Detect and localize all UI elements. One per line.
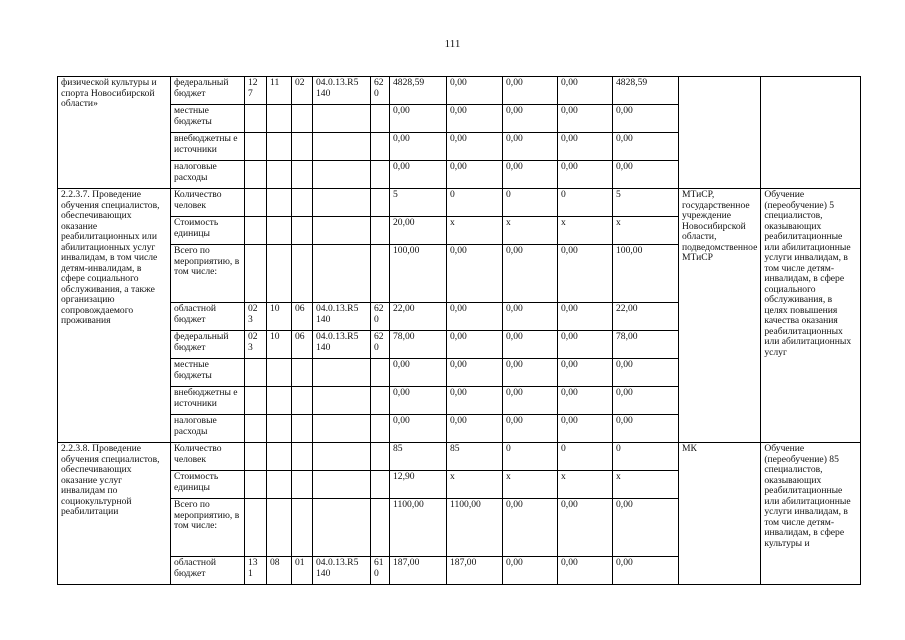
value-cell: x [503, 471, 558, 499]
code-csr-cell: 04.0.13.R5 140 [313, 303, 371, 331]
page-number: 111 [444, 38, 461, 50]
code-grbs-cell: 02 3 [245, 303, 267, 331]
funding-source-cell: Количество человек [171, 189, 245, 217]
code-csr-cell [313, 499, 371, 557]
value-cell: 0,00 [390, 161, 447, 189]
code-vr-cell: 61 0 [371, 557, 390, 585]
funding-source-cell: внебюджетны е источники [171, 387, 245, 415]
code-grbs-cell [245, 443, 267, 471]
value-cell: 100,00 [390, 245, 447, 303]
code-vr-cell [371, 359, 390, 387]
event-title-cell: физической культуры и спорта Новосибирской области» [58, 77, 171, 189]
value-cell: 0,00 [390, 415, 447, 443]
value-cell: 0,00 [503, 499, 558, 557]
code-vr-cell [371, 245, 390, 303]
code-rz-cell [267, 443, 292, 471]
code-rz-cell [267, 161, 292, 189]
value-cell: 0,00 [447, 245, 503, 303]
value-cell: 4828,59 [613, 77, 679, 105]
code-pr-cell: 06 [292, 331, 313, 359]
value-cell: 1100,00 [390, 499, 447, 557]
value-cell: 5 [390, 189, 447, 217]
value-cell: 0,00 [558, 499, 613, 557]
value-cell: 22,00 [390, 303, 447, 331]
value-cell: x [503, 217, 558, 245]
value-cell: 0,00 [558, 331, 613, 359]
code-grbs-cell [245, 217, 267, 245]
code-rz-cell [267, 499, 292, 557]
funding-source-cell: областной бюджет [171, 557, 245, 585]
code-pr-cell: 06 [292, 303, 313, 331]
value-cell: 0,00 [447, 387, 503, 415]
code-csr-cell [313, 217, 371, 245]
code-grbs-cell: 13 1 [245, 557, 267, 585]
funding-source-cell: федеральный бюджет [171, 77, 245, 105]
value-cell: 85 [447, 443, 503, 471]
executor-cell: МТиСР, государственное учреждение Новосибирской области, подведомственное МТиСР [679, 189, 761, 443]
value-cell: 0,00 [503, 133, 558, 161]
value-cell: 0,00 [503, 331, 558, 359]
value-cell: 0,00 [558, 161, 613, 189]
value-cell: 0,00 [613, 415, 679, 443]
code-rz-cell: 11 [267, 77, 292, 105]
value-cell: 0,00 [447, 415, 503, 443]
funding-source-cell: местные бюджеты [171, 105, 245, 133]
table-row [58, 77, 861, 105]
code-rz-cell [267, 105, 292, 133]
value-cell: 0,00 [613, 557, 679, 585]
value-cell: 0,00 [390, 133, 447, 161]
code-vr-cell [371, 443, 390, 471]
code-csr-cell: 04.0.13.R5 140 [313, 331, 371, 359]
result-cell: Обучение (переобучение) 5 специалистов, оказывающих реабилитационные или абилитационные услуги инвалидам, в том числе детям-инвалидам, в сфере социального обслуживания, в целях повышения качества оказания реабилитационных или абилитационных услуг [761, 189, 861, 443]
code-pr-cell: 02 [292, 77, 313, 105]
code-pr-cell [292, 415, 313, 443]
value-cell: 0,00 [613, 499, 679, 557]
value-cell: 0,00 [558, 303, 613, 331]
value-cell: 0,00 [447, 133, 503, 161]
code-vr-cell [371, 415, 390, 443]
value-cell: 0,00 [503, 387, 558, 415]
value-cell: 0,00 [503, 557, 558, 585]
result-cell [761, 77, 861, 189]
value-cell: x [558, 471, 613, 499]
funding-source-cell: налоговые расходы [171, 161, 245, 189]
code-csr-cell [313, 359, 371, 387]
code-vr-cell: 62 0 [371, 77, 390, 105]
value-cell: 20,00 [390, 217, 447, 245]
code-csr-cell [313, 245, 371, 303]
code-csr-cell [313, 443, 371, 471]
code-vr-cell [371, 189, 390, 217]
value-cell: 0,00 [613, 387, 679, 415]
code-vr-cell: 62 0 [371, 331, 390, 359]
value-cell: 78,00 [390, 331, 447, 359]
budget-table [57, 76, 861, 585]
funding-source-cell: Стоимость единицы [171, 217, 245, 245]
value-cell: x [447, 471, 503, 499]
value-cell: 85 [390, 443, 447, 471]
code-rz-cell [267, 415, 292, 443]
table-body [58, 77, 861, 585]
value-cell: 0,00 [503, 161, 558, 189]
funding-source-cell: Всего по мероприятию, в том числе: [171, 499, 245, 557]
code-grbs-cell [245, 161, 267, 189]
code-pr-cell [292, 217, 313, 245]
value-cell: 5 [613, 189, 679, 217]
code-grbs-cell [245, 105, 267, 133]
code-csr-cell [313, 133, 371, 161]
code-csr-cell: 04.0.13.R5 140 [313, 557, 371, 585]
code-csr-cell [313, 105, 371, 133]
code-grbs-cell [245, 387, 267, 415]
code-vr-cell: 62 0 [371, 303, 390, 331]
funding-source-cell: Стоимость единицы [171, 471, 245, 499]
code-csr-cell [313, 387, 371, 415]
code-grbs-cell [245, 359, 267, 387]
code-vr-cell [371, 217, 390, 245]
funding-source-cell: внебюджетны е источники [171, 133, 245, 161]
code-vr-cell [371, 133, 390, 161]
code-rz-cell [267, 217, 292, 245]
code-vr-cell [371, 161, 390, 189]
value-cell: 0 [558, 189, 613, 217]
code-rz-cell [267, 359, 292, 387]
value-cell: 0 [503, 443, 558, 471]
value-cell: 0,00 [447, 105, 503, 133]
code-grbs-cell [245, 245, 267, 303]
value-cell: 0,00 [503, 245, 558, 303]
table-row [58, 443, 861, 471]
value-cell: 0 [613, 443, 679, 471]
code-grbs-cell [245, 133, 267, 161]
value-cell: 0 [503, 189, 558, 217]
value-cell: x [447, 217, 503, 245]
code-csr-cell [313, 161, 371, 189]
code-grbs-cell: 02 3 [245, 331, 267, 359]
value-cell: 0,00 [503, 415, 558, 443]
value-cell: 0,00 [447, 331, 503, 359]
code-rz-cell: 10 [267, 331, 292, 359]
result-cell: Обучение (переобучение) 85 специалистов, оказывающих реабилитационные или абилитационные услуги инвалидам, в том числе детям-инвалидам, в сфере культуры и [761, 443, 861, 585]
table-row [58, 189, 861, 217]
code-rz-cell [267, 387, 292, 415]
code-pr-cell [292, 245, 313, 303]
code-vr-cell [371, 471, 390, 499]
value-cell: 0,00 [503, 77, 558, 105]
value-cell: 0 [447, 189, 503, 217]
executor-cell: МК [679, 443, 761, 585]
value-cell: 4828,59 [390, 77, 447, 105]
code-pr-cell [292, 387, 313, 415]
code-pr-cell [292, 105, 313, 133]
event-title-cell: 2.2.3.8. Проведение обучения специалистов, обеспечивающих оказание услуг инвалидам по социокультурной реабилитации [58, 443, 171, 585]
value-cell: 0,00 [558, 387, 613, 415]
value-cell: 0 [558, 443, 613, 471]
code-vr-cell [371, 499, 390, 557]
value-cell: 0,00 [503, 359, 558, 387]
value-cell: 0,00 [613, 133, 679, 161]
event-title-cell: 2.2.3.7. Проведение обучения специалистов, обеспечивающих оказание реабилитационных или абилитационных услуг инвалидам, в том числе детям-инвалидам, в сфере социального обслуживания, а также организацию сопровождаемого проживания [58, 189, 171, 443]
code-rz-cell [267, 189, 292, 217]
funding-source-cell: областной бюджет [171, 303, 245, 331]
value-cell: 22,00 [613, 303, 679, 331]
value-cell: 0,00 [558, 77, 613, 105]
value-cell: 1100,00 [447, 499, 503, 557]
value-cell: 0,00 [613, 161, 679, 189]
code-vr-cell [371, 105, 390, 133]
value-cell: 0,00 [558, 133, 613, 161]
code-csr-cell: 04.0.13.R5 140 [313, 77, 371, 105]
funding-source-cell: Количество человек [171, 443, 245, 471]
value-cell: 0,00 [390, 105, 447, 133]
value-cell: 0,00 [447, 161, 503, 189]
code-grbs-cell [245, 499, 267, 557]
value-cell: 0,00 [613, 359, 679, 387]
value-cell: 0,00 [558, 415, 613, 443]
code-pr-cell [292, 471, 313, 499]
funding-source-cell: местные бюджеты [171, 359, 245, 387]
code-grbs-cell [245, 415, 267, 443]
value-cell: 0,00 [390, 387, 447, 415]
funding-source-cell: налоговые расходы [171, 415, 245, 443]
value-cell: 187,00 [447, 557, 503, 585]
code-csr-cell [313, 189, 371, 217]
value-cell: 0,00 [447, 359, 503, 387]
code-pr-cell [292, 359, 313, 387]
code-grbs-cell: 12 7 [245, 77, 267, 105]
value-cell: x [558, 217, 613, 245]
code-vr-cell [371, 387, 390, 415]
code-pr-cell [292, 133, 313, 161]
value-cell: 0,00 [503, 303, 558, 331]
value-cell: 0,00 [558, 359, 613, 387]
code-rz-cell [267, 133, 292, 161]
executor-cell [679, 77, 761, 189]
code-pr-cell: 01 [292, 557, 313, 585]
code-pr-cell [292, 189, 313, 217]
value-cell: x [613, 217, 679, 245]
code-pr-cell [292, 499, 313, 557]
value-cell: 0,00 [390, 359, 447, 387]
code-csr-cell [313, 471, 371, 499]
value-cell: 100,00 [613, 245, 679, 303]
value-cell: 187,00 [390, 557, 447, 585]
value-cell: 0,00 [558, 245, 613, 303]
value-cell: 78,00 [613, 331, 679, 359]
funding-source-cell: Всего по мероприятию, в том числе: [171, 245, 245, 303]
value-cell: 12,90 [390, 471, 447, 499]
code-pr-cell [292, 161, 313, 189]
code-grbs-cell [245, 189, 267, 217]
code-rz-cell: 10 [267, 303, 292, 331]
value-cell: 0,00 [613, 105, 679, 133]
value-cell: 0,00 [558, 557, 613, 585]
code-pr-cell [292, 443, 313, 471]
code-grbs-cell [245, 471, 267, 499]
funding-source-cell: федеральный бюджет [171, 331, 245, 359]
code-csr-cell [313, 415, 371, 443]
code-rz-cell [267, 245, 292, 303]
value-cell: 0,00 [503, 105, 558, 133]
value-cell: 0,00 [447, 303, 503, 331]
code-rz-cell: 08 [267, 557, 292, 585]
value-cell: x [613, 471, 679, 499]
value-cell: 0,00 [558, 105, 613, 133]
value-cell: 0,00 [447, 77, 503, 105]
code-rz-cell [267, 471, 292, 499]
